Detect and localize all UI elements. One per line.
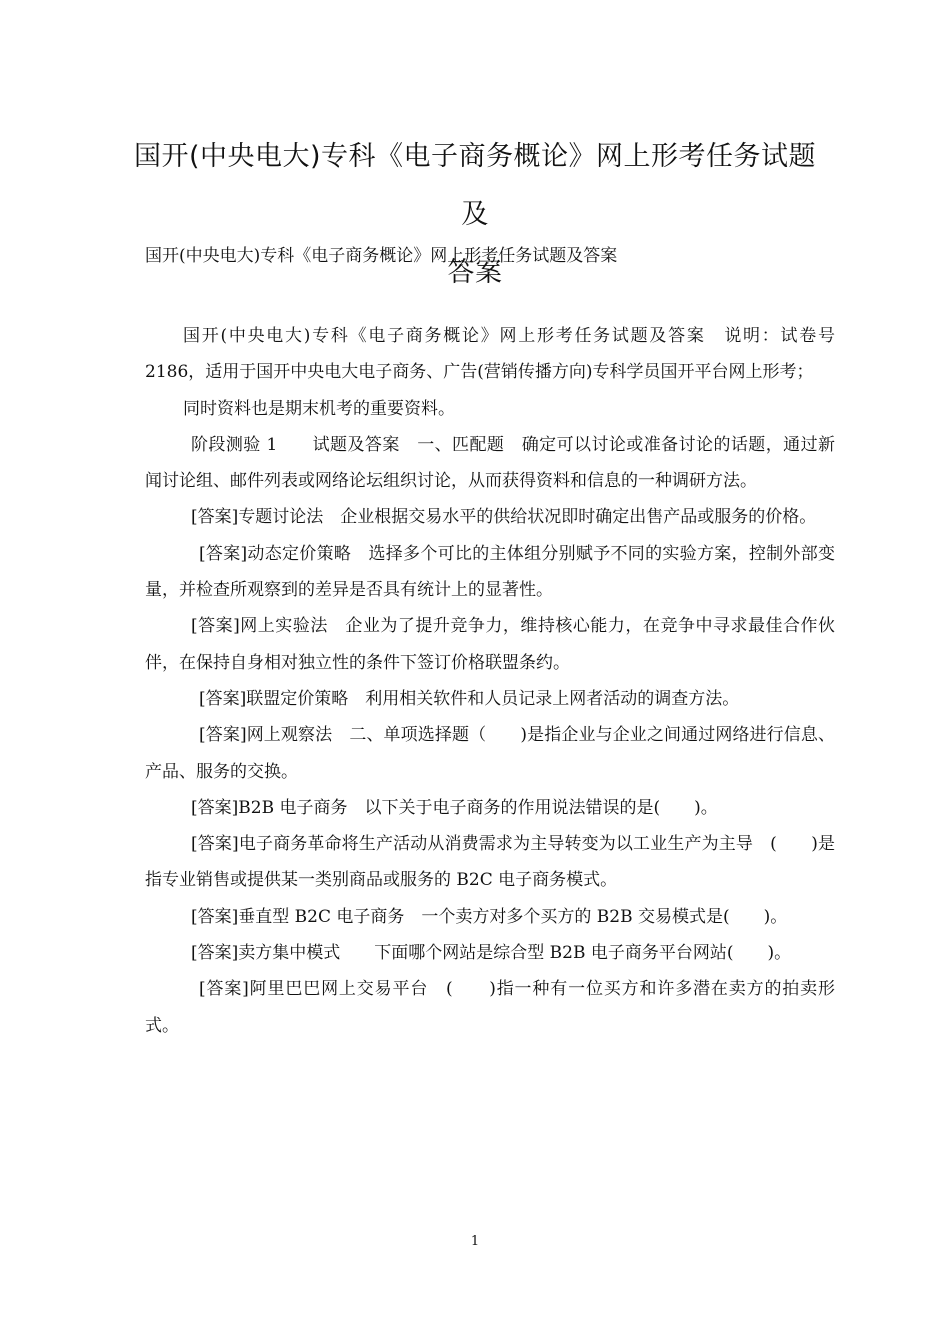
- paragraph: [答案]垂直型 B2C 电子商务 一个卖方对多个买方的 B2B 交易模式是( )。: [191, 906, 788, 927]
- paragraph: [答案]卖方集中模式 下面哪个网站是综合型 B2B 电子商务平台网站( )。: [191, 943, 792, 964]
- paragraph: 国开(中央电大)专科《电子商务概论》网上形考任务试题及答案 说明：试卷号 2186，适用于国开中央电大电子商务、广告(营销传播方向)专科学员国开平台网上形考；: [145, 326, 835, 383]
- paragraph: [答案]电子商务革命将生产活动从消费需求为主导转变为以工业生产为主导 ( )是指专业销售或提供某一类别商品或服务的 B2C 电子商务模式。: [145, 834, 835, 891]
- paragraph: [答案]阿里巴巴网上交易平台 ( )指一种有一位买方和许多潜在卖方的拍卖形式。: [145, 979, 835, 1036]
- paragraph: [答案]网上实验法 企业为了提升竞争力，维持核心能力，在竞争中寻求最佳合作伙伴，在保持自身相对独立性的条件下签订价格联盟条约。: [145, 616, 835, 673]
- paragraph: [答案]联盟定价策略 利用相关软件和人员记录上网者活动的调查方法。: [199, 688, 740, 709]
- document-body: [145, 318, 835, 1044]
- document-subtitle: 国开(中央电大)专科《电子商务概论》网上形考任务试题及答案: [145, 246, 618, 266]
- paragraph: [答案]网上观察法 二、单项选择题（ )是指企业与企业之间通过网络进行信息、产品、服务的交换。: [145, 725, 835, 782]
- document-title: [130, 128, 820, 302]
- paragraph: 同时资料也是期末机考的重要资料。: [183, 398, 455, 419]
- paragraph: 阶段测验 1 试题及答案 一、匹配题 确定可以讨论或准备讨论的话题，通过新闻讨论组、邮件列表或网络论坛组织讨论，从而获得资料和信息的一种调研方法。: [145, 434, 835, 492]
- paragraph: [答案]专题讨论法 企业根据交易水平的供给状况即时确定出售产品或服务的价格。: [191, 507, 817, 528]
- title-line-1: 国开(中央电大)专科《电子商务概论》网上形考任务试题及: [133, 141, 817, 230]
- paragraph: [答案]动态定价策略 选择多个可比的主体组分别赋予不同的实验方案，控制外部变量，并检查所观察到的差异是否具有统计上的显著性。: [145, 543, 835, 601]
- title-line-2: 答案: [447, 257, 503, 288]
- page-number: 1: [470, 1234, 480, 1249]
- paragraph: [答案]B2B 电子商务 以下关于电子商务的作用说法错误的是( )。: [191, 797, 718, 818]
